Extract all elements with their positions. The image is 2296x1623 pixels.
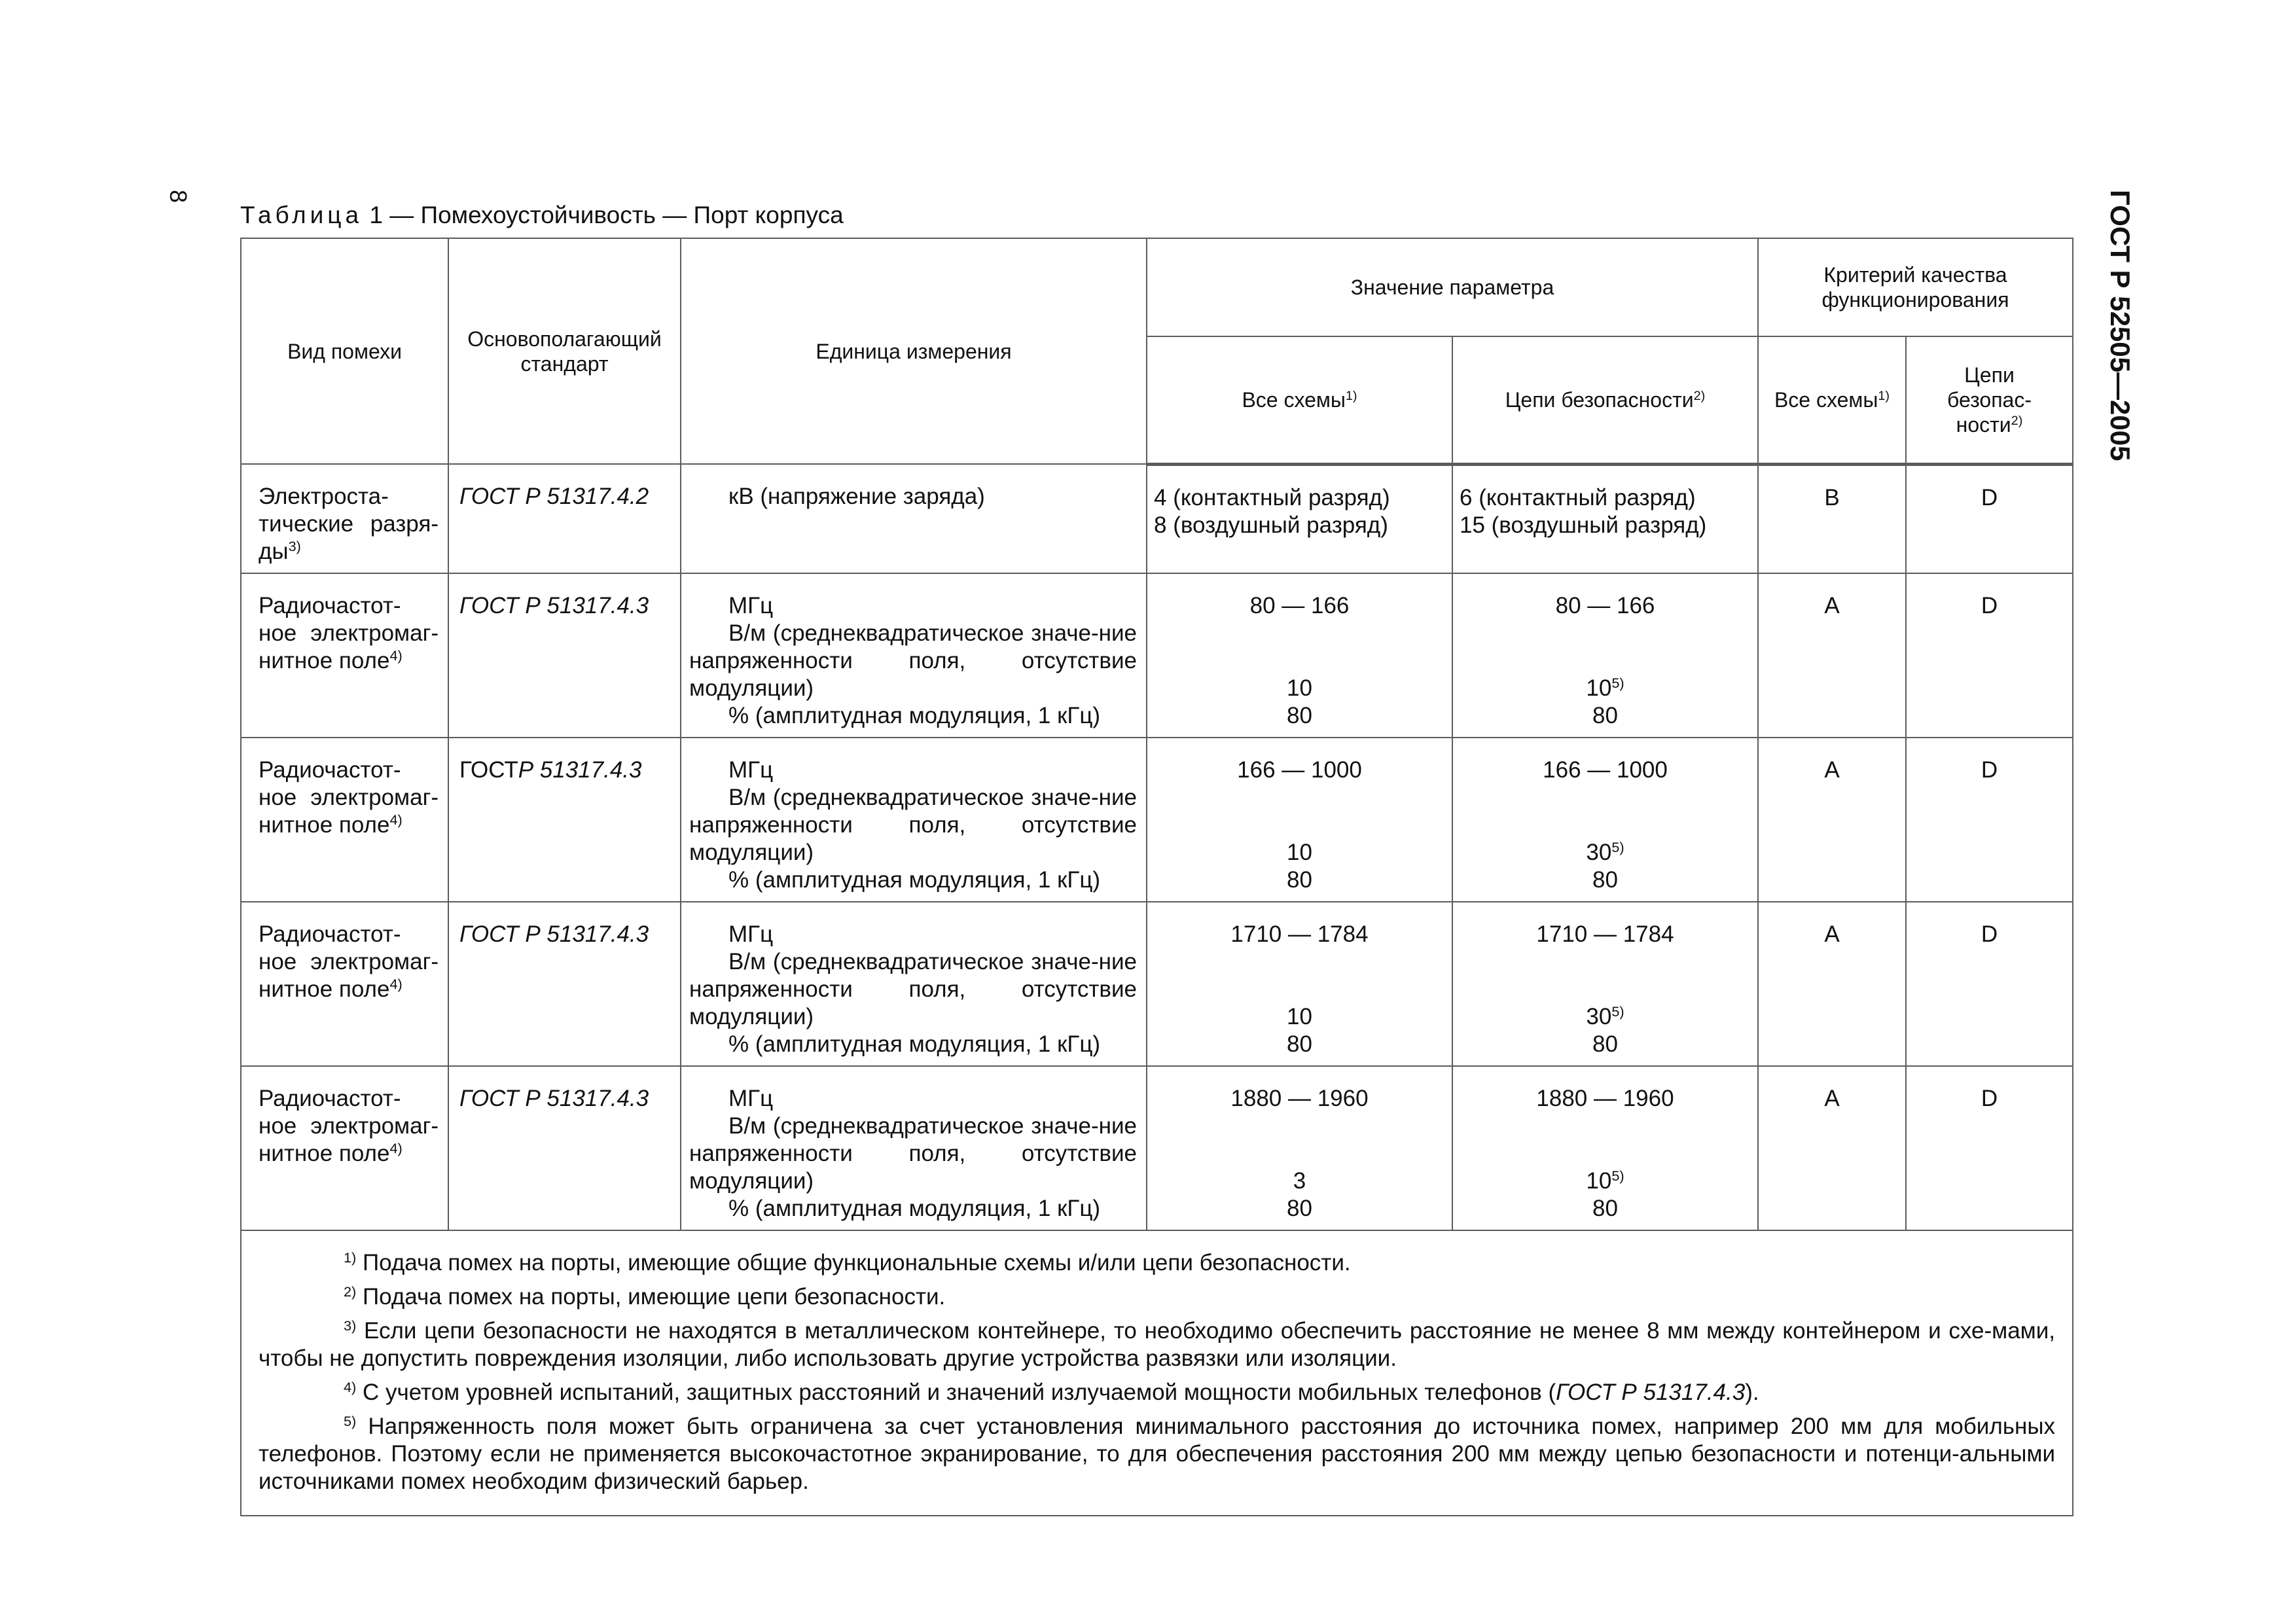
standard-cell: ГОСТ Р 51317.4.2 [448, 464, 681, 573]
header-interference-type: Вид помехи [241, 238, 448, 464]
table-caption-title: 1 — Помехоустойчивость — Порт корпуса [363, 202, 844, 228]
table-caption-label: Таблица [240, 202, 363, 228]
page-number: 8 [165, 190, 192, 204]
interference-type-cell: Радиочастот-ное электромаг-нитное поле$^{4)}$ [241, 573, 448, 738]
header-safety-circuits: Цепи безопасности$^{2)}$ [1452, 336, 1758, 464]
header-criterion-safety-circuits: Цепи безопас-ности$^{2)}$ [1906, 336, 2073, 464]
header-base-standard: Основополагающий стандарт [448, 238, 681, 464]
immunity-table [240, 238, 2073, 1516]
unit-cell: МГц В/м (среднеквадратическое значе-ние напряженности поля, отсутствие модуляции) % (амплитудная модуляция, 1 кГц) [681, 1066, 1147, 1230]
unit-cell: МГц В/м (среднеквадратическое значе-ние напряженности поля, отсутствие модуляции) % (амплитудная модуляция, 1 кГц) [681, 902, 1147, 1066]
table-row [241, 464, 2073, 573]
header-parameter-value: Значение параметра [1147, 238, 1758, 336]
standard-cell: ГОСТ Р 51317.4.3 [448, 902, 681, 1066]
interference-type-cell: Электроста-тические разря-$ды^{3)}$ [241, 464, 448, 573]
header-performance-criterion: Критерий качества функционирования [1758, 238, 2073, 336]
header-all-circuits: Все схемы$^{1)}$ [1147, 336, 1452, 464]
criterion-all-cell: A [1758, 738, 1906, 902]
standard-cell: ГОСТ Р 51317.4.3 [448, 573, 681, 738]
footnotes-cell [241, 1230, 2073, 1516]
footnote: $^{3)}$ Если цепи безопасности не находятся в металлическом контейнере, то необходимо обеспечить расстояние не менее 8 мм между контейнером и схе-мами, чтобы не допустить повреждения изоляции, либо использовать другие устройства развязки или изоляции. [259, 1317, 2055, 1371]
criterion-all-cell: A [1758, 573, 1906, 738]
footnote: $^{2)}$ Подача помех на порты, имеющие цепи безопасности. [344, 1283, 946, 1310]
footnote: $^{1)}$ Подача помех на порты, имеющие общие функциональные схемы и/или цепи безопасности. [344, 1249, 1351, 1275]
table-row [241, 1066, 2073, 1230]
footnote: $^{5)}$ Напряженность поля может быть ограничена за счет установления минимального расстояния до источника помех, например 200 мм для мобильных телефонов. Поэтому если не применяется высокочастотное экранирование, то для обеспечения расстояния 200 мм между цепью безопасности и потенци-альными источниками помех необходим физический барьер. [259, 1413, 2055, 1494]
value-all-cell: 166 — 1000 10 80 [1147, 738, 1452, 902]
criterion-safety-cell: D [1906, 464, 2073, 573]
footnotes-row [241, 1230, 2073, 1516]
footnote: $^{4)}$ С учетом уровней испытаний, защитных расстояний и значений излучаемой мощности мобильных телефонов (ГОСТ Р 51317.4.3). [344, 1379, 1759, 1405]
value-safety-cell: 1710 — 1784 30$^{5)}$ 80 [1452, 902, 1758, 1066]
header-unit: Единица измерения [681, 238, 1147, 464]
criterion-safety-cell: D [1906, 738, 2073, 902]
interference-type-cell: Радиочастот-ное электромаг-нитное поле$^{4)}$ [241, 1066, 448, 1230]
table-row [241, 902, 2073, 1066]
header-criterion-all-circuits: Все схемы$^{1)}$ [1758, 336, 1906, 464]
value-all-cell: 1880 — 1960 3 80 [1147, 1066, 1452, 1230]
standard-cell: ГОСТР 51317.4.3 [448, 738, 681, 902]
criterion-all-cell: A [1758, 1066, 1906, 1230]
value-safety-cell: 1880 — 1960 10$^{5)}$ 80 [1452, 1066, 1758, 1230]
interference-type-cell: Радиочастот-ное электромаг-нитное поле$^{4)}$ [241, 738, 448, 902]
unit-cell: МГц В/м (среднеквадратическое значе-ние напряженности поля, отсутствие модуляции) % (амплитудная модуляция, 1 кГц) [681, 573, 1147, 738]
value-safety-cell: 80 — 166 10$^{5)}$ 80 [1452, 573, 1758, 738]
unit-cell: МГц В/м (среднеквадратическое значе-ние напряженности поля, отсутствие модуляции) % (амплитудная модуляция, 1 кГц) [681, 738, 1147, 902]
document-code: ГОСТ Р 52505—2005 [2105, 190, 2136, 461]
criterion-safety-cell: D [1906, 573, 2073, 738]
value-all-cell: 4 (контактный разряд) 8 (воздушный разряд) [1147, 464, 1452, 573]
value-safety-cell: 6 (контактный разряд) 15 (воздушный разряд) [1452, 464, 1758, 573]
criterion-all-cell: A [1758, 902, 1906, 1066]
unit-cell: кВ (напряжение заряда) [681, 464, 1147, 573]
criterion-all-cell: B [1758, 464, 1906, 573]
table-row [241, 573, 2073, 738]
table-caption [240, 202, 844, 229]
criterion-safety-cell: D [1906, 1066, 2073, 1230]
table-row [241, 738, 2073, 902]
value-safety-cell: 166 — 1000 30$^{5)}$ 80 [1452, 738, 1758, 902]
value-all-cell: 1710 — 1784 10 80 [1147, 902, 1452, 1066]
interference-type-cell: Радиочастот-ное электромаг-нитное поле$^{4)}$ [241, 902, 448, 1066]
criterion-safety-cell: D [1906, 902, 2073, 1066]
value-all-cell: 80 — 166 10 80 [1147, 573, 1452, 738]
standard-cell: ГОСТ Р 51317.4.3 [448, 1066, 681, 1230]
